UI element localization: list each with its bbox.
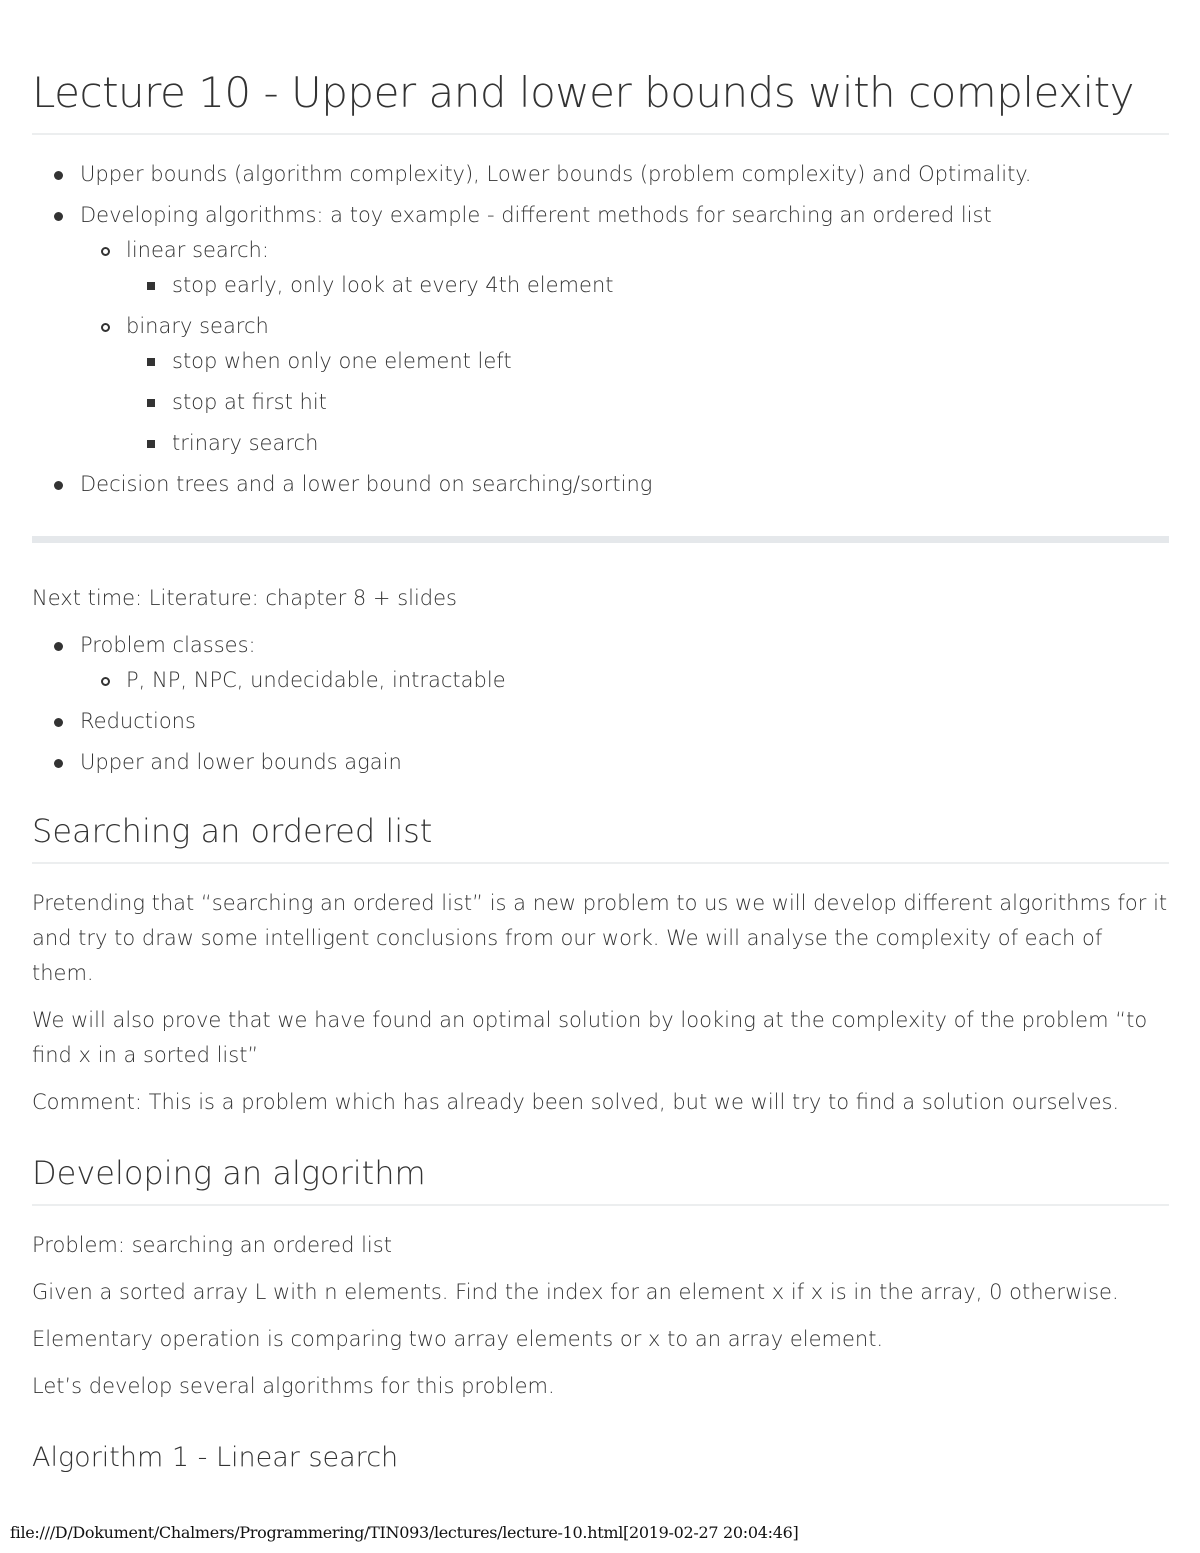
list-item-text: linear search: bbox=[126, 238, 269, 262]
list-item: Upper bounds (algorithm complexity), Lower bounds (problem complexity) and Optimality. bbox=[32, 157, 1169, 192]
paragraph: Given a sorted array L with n elements. Find the index for an element x if x is in the array, 0 otherwise. bbox=[32, 1280, 1119, 1304]
list-item-text: binary search bbox=[126, 314, 269, 338]
outline-list bbox=[32, 157, 1169, 502]
sub-list bbox=[80, 233, 1169, 461]
paragraph: Elementary operation is comparing two array elements or x to an array element. bbox=[32, 1327, 884, 1351]
sub-list bbox=[80, 663, 1169, 698]
list-item: trinary search bbox=[126, 426, 1169, 461]
list-item bbox=[80, 233, 1169, 303]
paragraph: Comment: This is a problem which has already been solved, but we will try to find a solution ourselves. bbox=[32, 1090, 1120, 1114]
sub-sub-list bbox=[126, 344, 1169, 461]
horizontal-rule bbox=[32, 536, 1169, 543]
page-title: Lecture 10 - Upper and lower bounds with complexity bbox=[32, 0, 1169, 135]
list-item: Decision trees and a lower bound on searching/sorting bbox=[32, 467, 1169, 502]
print-footer-url: file:///D/Dokument/Chalmers/Programmering/TIN093/lectures/lecture-10.html[2019-02-27 20:04:46] bbox=[10, 1523, 799, 1542]
list-item: stop early, only look at every 4th element bbox=[126, 268, 1169, 303]
next-time-list bbox=[32, 628, 1169, 780]
subsection-heading-linear-search: Algorithm 1 - Linear search bbox=[32, 1442, 399, 1473]
list-item: stop at first hit bbox=[126, 385, 1169, 420]
paragraph: We will also prove that we have found an optimal solution by looking at the complexity of the problem “to find x in a sorted list” bbox=[32, 1008, 1148, 1067]
paragraph: Problem: searching an ordered list bbox=[32, 1233, 392, 1257]
list-item: Upper and lower bounds again bbox=[32, 745, 1169, 780]
list-item bbox=[80, 309, 1169, 461]
list-item: P, NP, NPC, undecidable, intractable bbox=[80, 663, 1169, 698]
section-heading-developing: Developing an algorithm bbox=[32, 1154, 1169, 1206]
page-content bbox=[32, 0, 1169, 1473]
paragraph: Pretending that “searching an ordered list” is a new problem to us we will develop different algorithms for it and try to draw some intelligent conclusions from our work. We will analyse the complexity of each of them. bbox=[32, 891, 1168, 985]
paragraph: Let’s develop several algorithms for this problem. bbox=[32, 1374, 555, 1398]
sub-sub-list bbox=[126, 268, 1169, 303]
list-item: Reductions bbox=[32, 704, 1169, 739]
section-heading-searching: Searching an ordered list bbox=[32, 812, 1169, 864]
list-item-text: Problem classes: bbox=[80, 633, 256, 657]
list-item: stop when only one element left bbox=[126, 344, 1169, 379]
next-time-intro: Next time: Literature: chapter 8 + slides bbox=[32, 586, 457, 610]
list-item bbox=[32, 628, 1169, 698]
list-item-text: Developing algorithms: a toy example - different methods for searching an ordered list bbox=[80, 203, 992, 227]
list-item bbox=[32, 198, 1169, 461]
